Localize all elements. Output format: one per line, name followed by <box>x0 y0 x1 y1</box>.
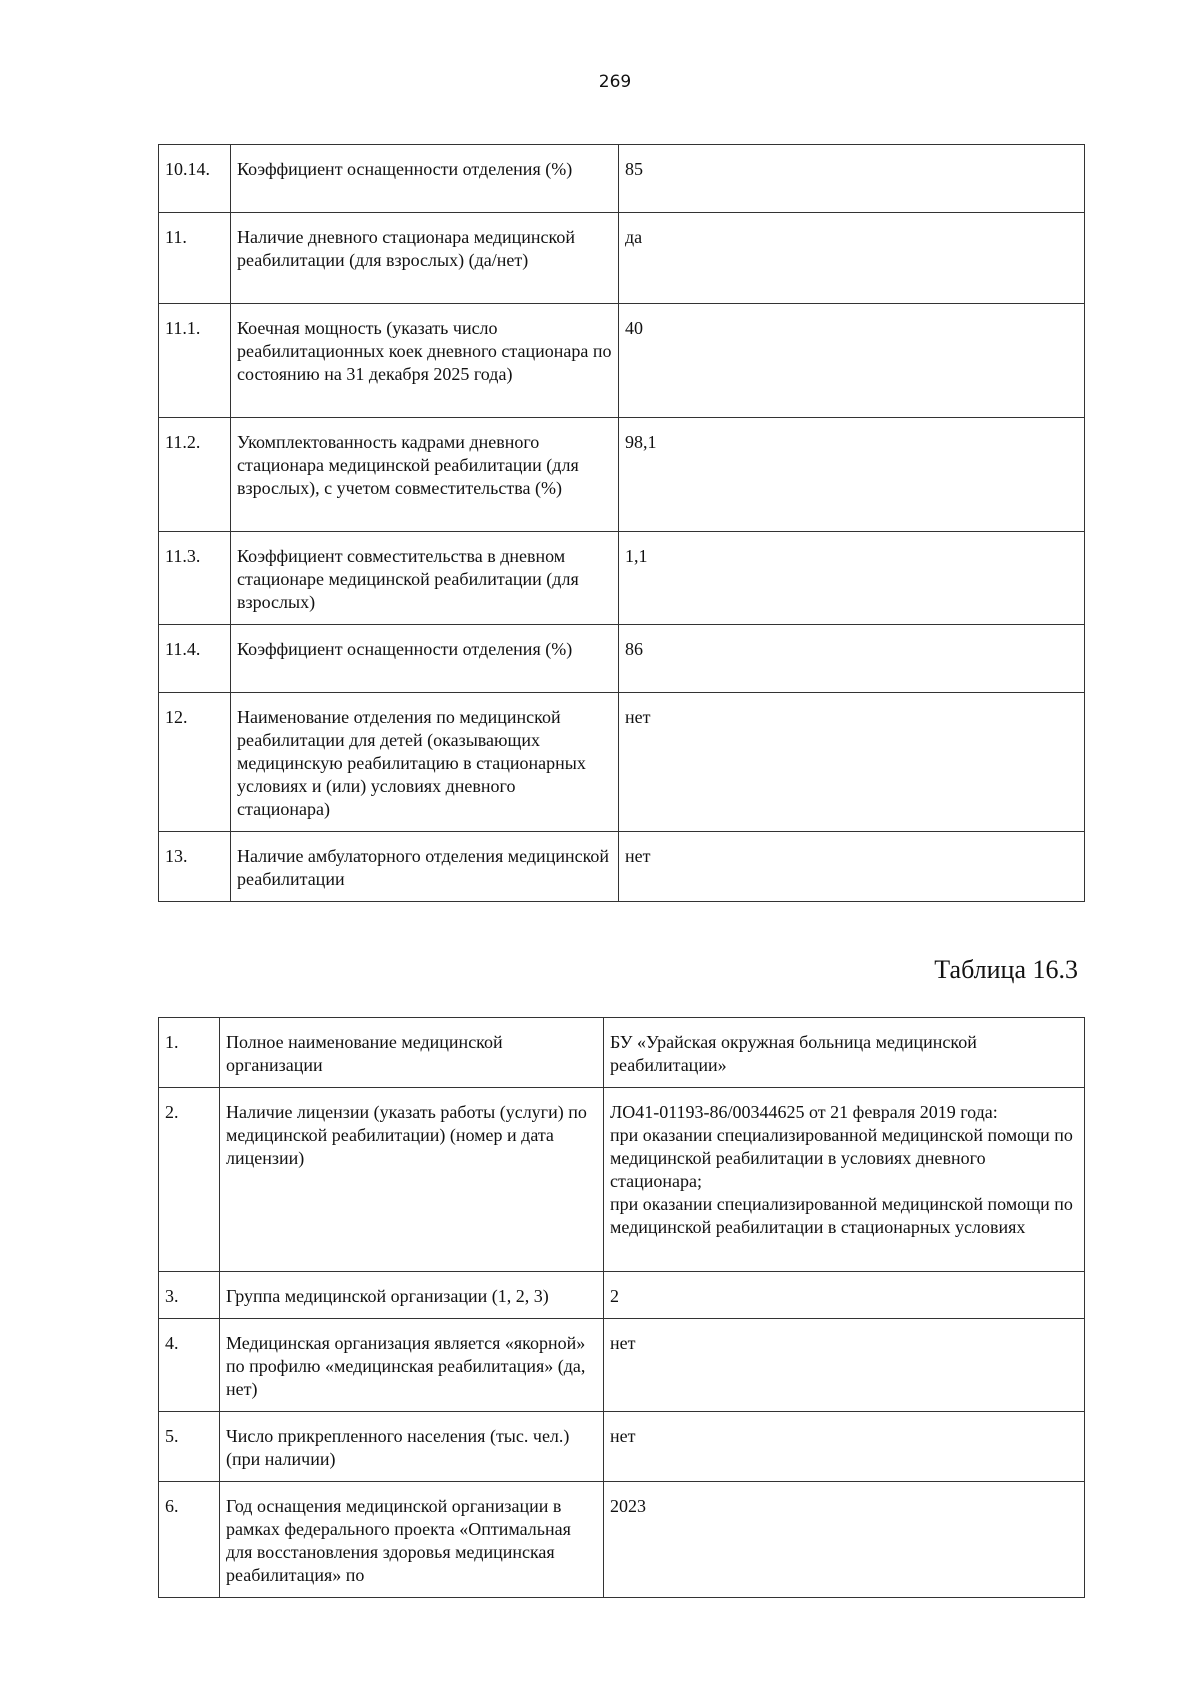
row-number: 11.2. <box>159 418 231 532</box>
indicator-value: БУ «Урайская окружная больница медицинской реабилитации» <box>604 1018 1085 1088</box>
indicator-value: ЛО41-01193-86/00344625 от 21 февраля 2019 года: при оказании специализированной медицинской помощи по медицинской реабилитации в условиях дневного стационара; при оказании специализированной медицинской помощи по медицинской реабилитации в стационарных условиях <box>604 1088 1085 1272</box>
indicator-value: нет <box>619 832 1085 902</box>
row-number: 1. <box>159 1018 220 1088</box>
rehab-indicators-table <box>158 144 1085 902</box>
indicator-value: 40 <box>619 304 1085 418</box>
indicator-value: 98,1 <box>619 418 1085 532</box>
table-row <box>159 145 1085 213</box>
indicator-value: 1,1 <box>619 532 1085 625</box>
organization-info-table <box>158 1017 1085 1598</box>
table-row <box>159 213 1085 304</box>
indicator-name: Коэффициент оснащенности отделения (%) <box>231 145 619 213</box>
table-row <box>159 625 1085 693</box>
indicator-name: Коэффициент совместительства в дневном стационаре медицинской реабилитации (для взрослых) <box>231 532 619 625</box>
indicator-value: 2023 <box>604 1482 1085 1598</box>
row-number: 6. <box>159 1482 220 1598</box>
table-row <box>159 418 1085 532</box>
row-number: 4. <box>159 1319 220 1412</box>
page-number: 269 <box>598 72 632 92</box>
indicator-name: Наличие лицензии (указать работы (услуги) по медицинской реабилитации) (номер и дата лицензии) <box>220 1088 604 1272</box>
table-row <box>159 1272 1085 1319</box>
indicator-name: Медицинская организация является «якорной» по профилю «медицинская реабилитация» (да, нет) <box>220 1319 604 1412</box>
indicator-name: Число прикрепленного населения (тыс. чел.) (при наличии) <box>220 1412 604 1482</box>
indicator-value: нет <box>619 693 1085 832</box>
table-row <box>159 304 1085 418</box>
row-number: 11.4. <box>159 625 231 693</box>
row-number: 12. <box>159 693 231 832</box>
indicator-name: Год оснащения медицинской организации в рамках федерального проекта «Оптимальная для восстановления здоровья медицинская реабилитация» по <box>220 1482 604 1598</box>
row-number: 11. <box>159 213 231 304</box>
row-number: 10.14. <box>159 145 231 213</box>
table-row <box>159 693 1085 832</box>
table-row <box>159 532 1085 625</box>
indicator-name: Группа медицинской организации (1, 2, 3) <box>220 1272 604 1319</box>
row-number: 11.3. <box>159 532 231 625</box>
row-number: 2. <box>159 1088 220 1272</box>
row-number: 13. <box>159 832 231 902</box>
table-row <box>159 1088 1085 1272</box>
indicator-name: Коечная мощность (указать число реабилитационных коек дневного стационара по состоянию на 31 декабря 2025 года) <box>231 304 619 418</box>
table-row <box>159 1412 1085 1482</box>
row-number: 5. <box>159 1412 220 1482</box>
row-number: 3. <box>159 1272 220 1319</box>
indicator-value: 85 <box>619 145 1085 213</box>
row-number: 11.1. <box>159 304 231 418</box>
table-row <box>159 1482 1085 1598</box>
indicator-name: Наименование отделения по медицинской реабилитации для детей (оказывающих медицинскую реабилитацию в стационарных условиях и (или) условиях дневного стационара) <box>231 693 619 832</box>
indicator-value: да <box>619 213 1085 304</box>
indicator-name: Коэффициент оснащенности отделения (%) <box>231 625 619 693</box>
indicator-value: 86 <box>619 625 1085 693</box>
indicator-value: нет <box>604 1319 1085 1412</box>
indicator-name: Наличие дневного стационара медицинской реабилитации (для взрослых) (да/нет) <box>231 213 619 304</box>
indicator-value: нет <box>604 1412 1085 1482</box>
table-row <box>159 1018 1085 1088</box>
indicator-name: Наличие амбулаторного отделения медицинской реабилитации <box>231 832 619 902</box>
table-row <box>159 1319 1085 1412</box>
indicator-name: Полное наименование медицинской организации <box>220 1018 604 1088</box>
indicator-name: Укомплектованность кадрами дневного стационара медицинской реабилитации (для взрослых), с учетом совместительства (%) <box>231 418 619 532</box>
indicator-value: 2 <box>604 1272 1085 1319</box>
table-caption: Таблица 16.3 <box>934 955 1078 984</box>
table-row <box>159 832 1085 902</box>
